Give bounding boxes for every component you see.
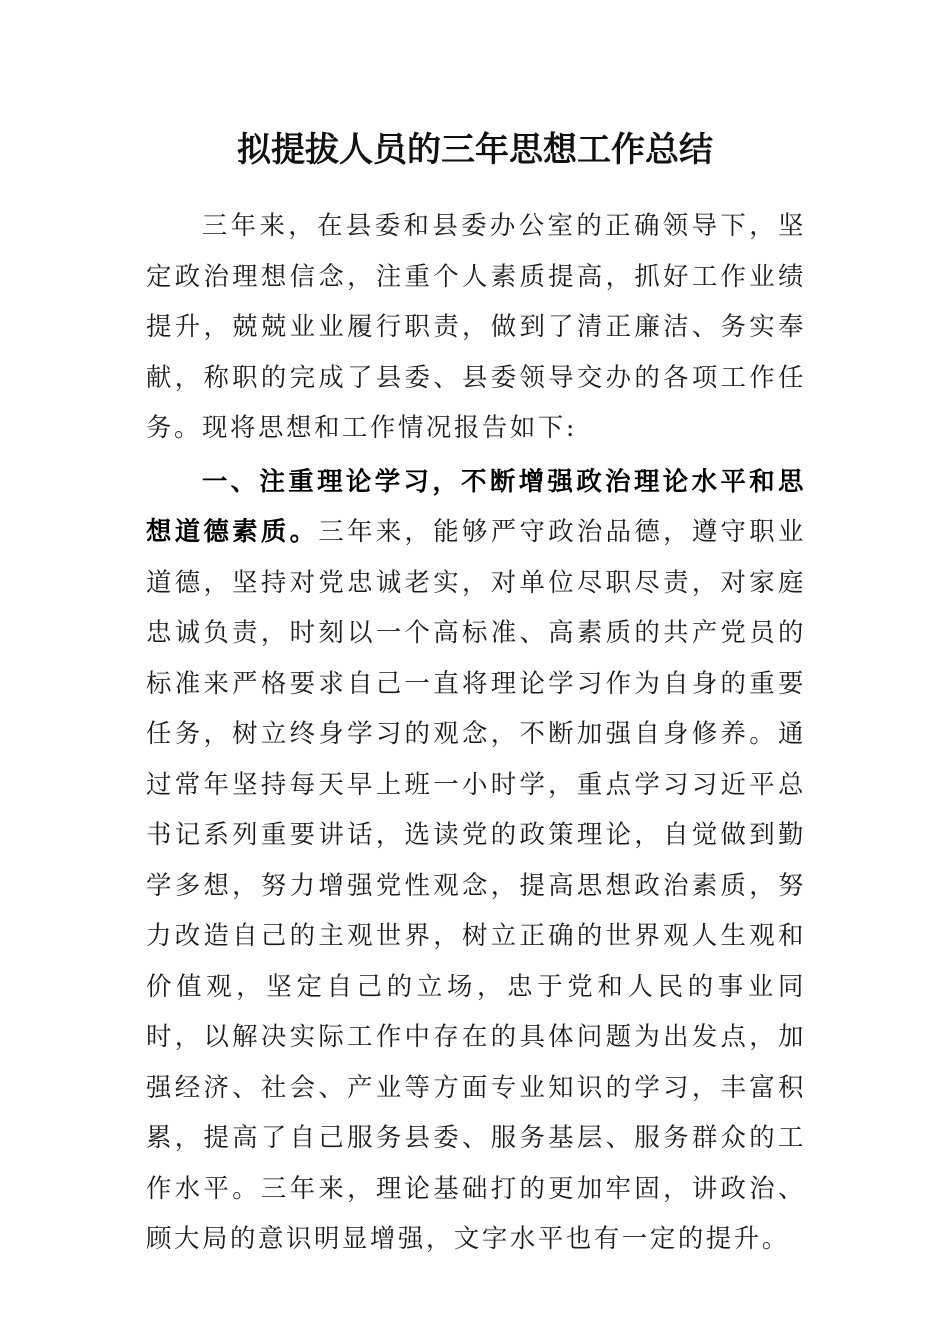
section-1-body: 三年来，能够严守政治品德，遵守职业道德，坚持对党忠诚老实，对单位尽职尽责，对家庭忠诚负责，时刻以一个高标准、高素质的共产党员的标准来严格要求自己一直将理论学习作为自身的重要任务，树立终身学习的观念，不断加强自身修养。通过常年坚持每天早上班一小时学，重点学习习近平总书记系列重要讲话，选读党的政策理论，自觉做到勤学多想，努力增强党性观念，提高思想政治素质，努力改造自己的主观世界，树立正确的世界观人生观和价值观，坚定自己的立场，忠于党和人民的事业同时，以解决实际工作中存在的具体问题为出发点，加强经济、社会、产业等方面专业知识的学习，丰富积累，提高了自己服务县委、服务基层、服务群众的工作水平。三年来，理论基础打的更加牢固，讲政治、顾大局的意识明显增强，文字水平也有一定的提升。: [146, 516, 806, 1253]
document-title: 拟提拔人员的三年思想工作总结: [237, 130, 713, 170]
intro-paragraph: 三年来，在县委和县委办公室的正确领导下，坚定政治理想信念，注重个人素质提高，抓好工作业绩提升，兢兢业业履行职责，做到了清正廉洁、务实奉献，称职的完成了县委、县委领导交办的各项工作任务。现将思想和工作情况报告如下:: [146, 210, 806, 442]
section-1-paragraph: [146, 456, 806, 1264]
section-1-heading: 一、注重理论学习，不断增强政治理论水平和思想道德素质。: [146, 465, 806, 546]
document-body: [146, 200, 806, 1264]
